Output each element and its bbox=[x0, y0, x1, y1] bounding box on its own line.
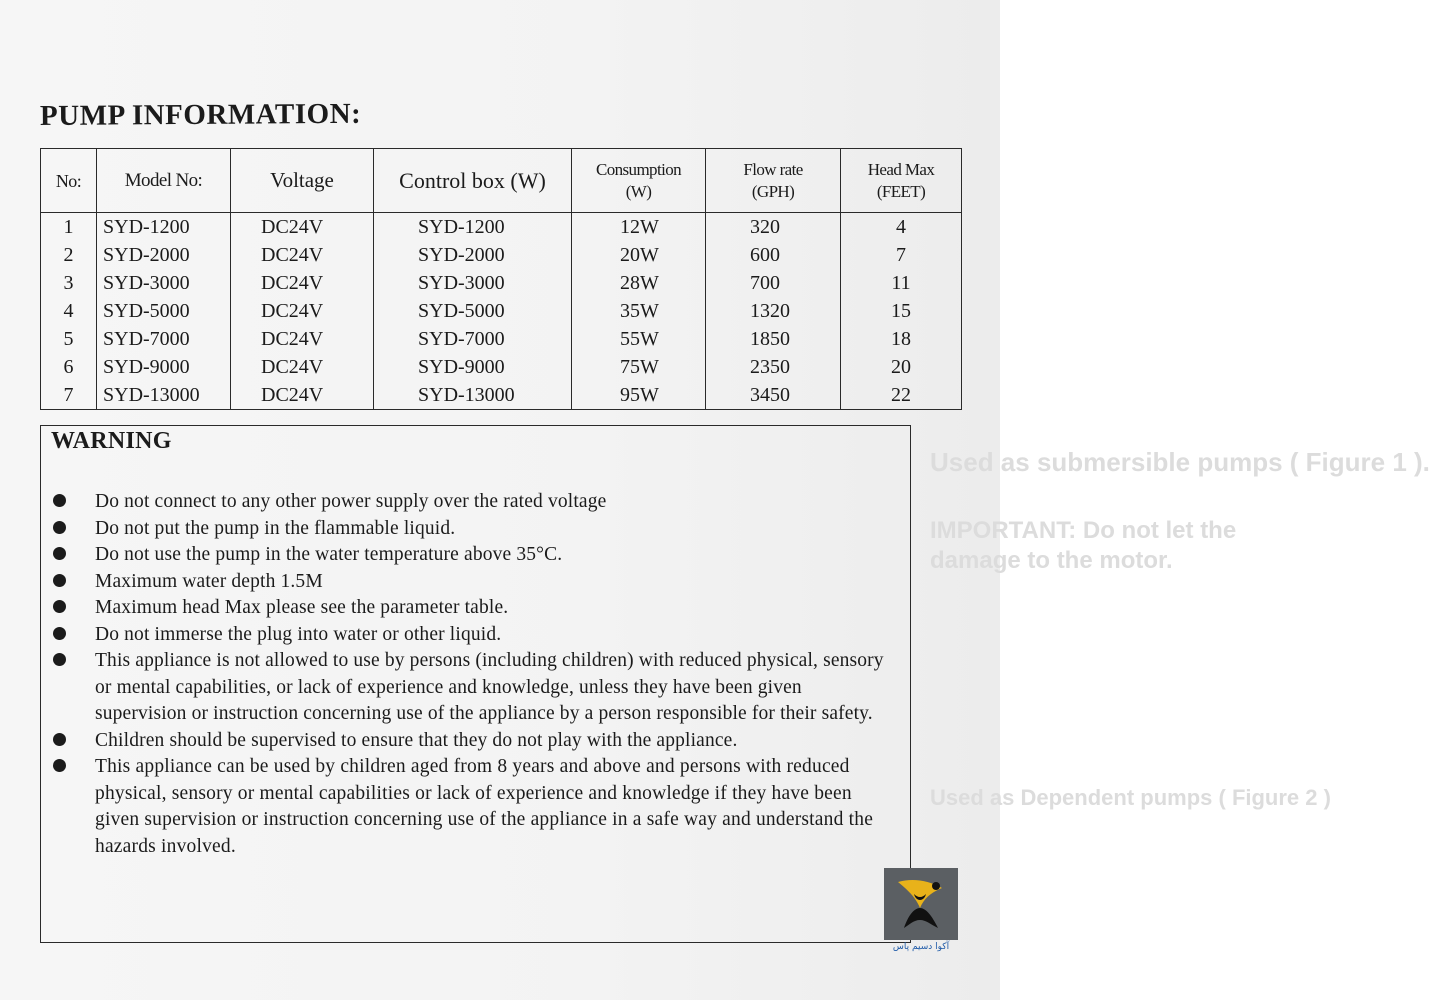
cell-flow-rate: 1320 bbox=[706, 297, 841, 325]
cell-voltage: DC24V bbox=[231, 213, 374, 242]
cell-model: SYD-7000 bbox=[97, 325, 231, 353]
cell-consumption: 28W bbox=[572, 269, 706, 297]
logo-caption: آکوا دسیم پاس bbox=[892, 942, 950, 952]
warning-text: Do not use the pump in the water temperature above 35°C. bbox=[95, 544, 563, 565]
logo-graphic-icon bbox=[884, 868, 958, 940]
cell-model: SYD-5000 bbox=[97, 297, 231, 325]
column-header-flow-rate-line2: (GPH) bbox=[751, 181, 795, 201]
page-title: PUMP INFORMATION: bbox=[39, 97, 362, 132]
cell-voltage: DC24V bbox=[231, 381, 374, 410]
warning-title: WARNING bbox=[51, 428, 172, 454]
bullet-icon bbox=[53, 600, 66, 613]
cell-head-max: 4 bbox=[841, 213, 962, 242]
warning-list bbox=[41, 489, 901, 860]
list-item bbox=[41, 542, 901, 569]
cell-control-box: SYD-9000 bbox=[374, 353, 572, 381]
cell-model: SYD-1200 bbox=[97, 213, 231, 242]
column-header-head-max-line2: (FEET) bbox=[876, 181, 926, 201]
cell-model: SYD-9000 bbox=[97, 353, 231, 381]
cell-head-max: 7 bbox=[841, 241, 962, 269]
warning-text: This appliance is not allowed to use by persons (including children) with reduced physical, sensory or mental capabilities, or lack of experience and knowledge, unless they have been given supervision or instruction concerning use of the appliance by a person responsible for their safety. bbox=[95, 650, 884, 724]
cell-flow-rate: 700 bbox=[706, 269, 841, 297]
list-item bbox=[41, 622, 901, 649]
cell-consumption: 35W bbox=[572, 297, 706, 325]
table-row bbox=[41, 353, 962, 381]
cell-flow-rate: 2350 bbox=[706, 353, 841, 381]
list-item bbox=[41, 754, 901, 860]
bullet-icon bbox=[53, 547, 66, 560]
bullet-icon bbox=[53, 653, 66, 666]
bullet-icon bbox=[53, 574, 66, 587]
cell-control-box: SYD-13000 bbox=[374, 381, 572, 410]
cell-control-box: SYD-5000 bbox=[374, 297, 572, 325]
watermark-logo bbox=[884, 868, 958, 960]
cell-consumption: 55W bbox=[572, 325, 706, 353]
warning-text: Children should be supervised to ensure that they do not play with the appliance. bbox=[95, 729, 738, 751]
cell-consumption: 75W bbox=[572, 353, 706, 381]
cell-head-max: 15 bbox=[841, 297, 962, 325]
column-header-consumption bbox=[572, 149, 706, 213]
column-header-flow-rate-line1: Flow rate bbox=[743, 159, 803, 179]
cell-voltage: DC24V bbox=[231, 325, 374, 353]
cell-control-box: SYD-2000 bbox=[374, 241, 572, 269]
warning-text: Maximum head Max please see the parameter table. bbox=[95, 597, 509, 618]
column-header-model: Model No: bbox=[97, 149, 231, 213]
table-header-row bbox=[41, 149, 962, 213]
table-row bbox=[41, 269, 962, 297]
cell-no: 6 bbox=[41, 353, 97, 381]
list-item bbox=[41, 728, 901, 755]
warning-text: Maximum water depth 1.5M bbox=[95, 570, 323, 592]
warning-text: Do not put the pump in the flammable liquid. bbox=[95, 517, 456, 539]
column-header-head-max bbox=[841, 149, 962, 213]
cell-consumption: 12W bbox=[572, 213, 706, 242]
bullet-icon bbox=[53, 733, 66, 746]
bleed-through-text: Used as submersible pumps ( Figure 1 ). bbox=[930, 447, 1430, 477]
warning-box bbox=[40, 425, 911, 943]
cell-model: SYD-2000 bbox=[97, 241, 231, 269]
column-header-consumption-line1: Consumption bbox=[595, 159, 682, 179]
list-item bbox=[41, 489, 901, 516]
bullet-icon bbox=[53, 521, 66, 534]
pump-info-table bbox=[40, 148, 962, 410]
cell-model: SYD-3000 bbox=[97, 269, 231, 297]
cell-voltage: DC24V bbox=[231, 269, 374, 297]
cell-flow-rate: 3450 bbox=[706, 381, 841, 410]
list-item bbox=[41, 569, 901, 596]
cell-control-box: SYD-3000 bbox=[374, 269, 572, 297]
cell-flow-rate: 320 bbox=[706, 213, 841, 242]
column-header-control-box: Control box (W) bbox=[374, 149, 572, 213]
cell-voltage: DC24V bbox=[231, 353, 374, 381]
cell-head-max: 18 bbox=[841, 325, 962, 353]
list-item bbox=[41, 516, 901, 543]
bullet-icon bbox=[53, 627, 66, 640]
cell-voltage: DC24V bbox=[231, 241, 374, 269]
column-header-flow-rate bbox=[706, 149, 841, 213]
cell-no: 1 bbox=[41, 213, 97, 242]
cell-model: SYD-13000 bbox=[97, 381, 231, 410]
cell-head-max: 20 bbox=[841, 353, 962, 381]
table-row bbox=[41, 325, 962, 353]
bullet-icon bbox=[53, 759, 66, 772]
cell-no: 4 bbox=[41, 297, 97, 325]
warning-text: This appliance can be used by children aged from 8 years and above and persons with reduced physical, sensory or mental capabilities or lack of experience and knowledge if they have been given supervision or instruction concerning use of the appliance in a safe way and understand the hazards involved. bbox=[95, 756, 874, 857]
cell-head-max: 22 bbox=[841, 381, 962, 410]
column-header-voltage: Voltage bbox=[231, 149, 374, 213]
cell-control-box: SYD-7000 bbox=[374, 325, 572, 353]
logo-icon bbox=[884, 868, 958, 940]
cell-consumption: 20W bbox=[572, 241, 706, 269]
table-row bbox=[41, 213, 962, 242]
cell-control-box: SYD-1200 bbox=[374, 213, 572, 242]
cell-flow-rate: 600 bbox=[706, 241, 841, 269]
table-row bbox=[41, 381, 962, 410]
cell-flow-rate: 1850 bbox=[706, 325, 841, 353]
column-header-no: No: bbox=[41, 149, 97, 213]
table-row bbox=[41, 241, 962, 269]
cell-head-max: 11 bbox=[841, 269, 962, 297]
cell-no: 5 bbox=[41, 325, 97, 353]
cell-no: 3 bbox=[41, 269, 97, 297]
bleed-through-text: IMPORTANT: Do not let the bbox=[930, 517, 1237, 544]
column-header-consumption-line2: (W) bbox=[625, 181, 652, 201]
bleed-through-text: Used as Dependent pumps ( Figure 2 ) bbox=[930, 785, 1331, 810]
cell-no: 7 bbox=[41, 381, 97, 410]
cell-no: 2 bbox=[41, 241, 97, 269]
bleed-through-text: damage to the motor. bbox=[930, 547, 1173, 574]
warning-text: Do not immerse the plug into water or other liquid. bbox=[95, 623, 502, 645]
list-item bbox=[41, 595, 901, 622]
bullet-icon bbox=[53, 494, 66, 507]
cell-consumption: 95W bbox=[572, 381, 706, 410]
column-header-head-max-line1: Head Max bbox=[867, 159, 935, 179]
warning-text: Do not connect to any other power supply over the rated voltage bbox=[95, 491, 607, 512]
table-row bbox=[41, 297, 962, 325]
list-item bbox=[41, 648, 901, 728]
cell-voltage: DC24V bbox=[231, 297, 374, 325]
